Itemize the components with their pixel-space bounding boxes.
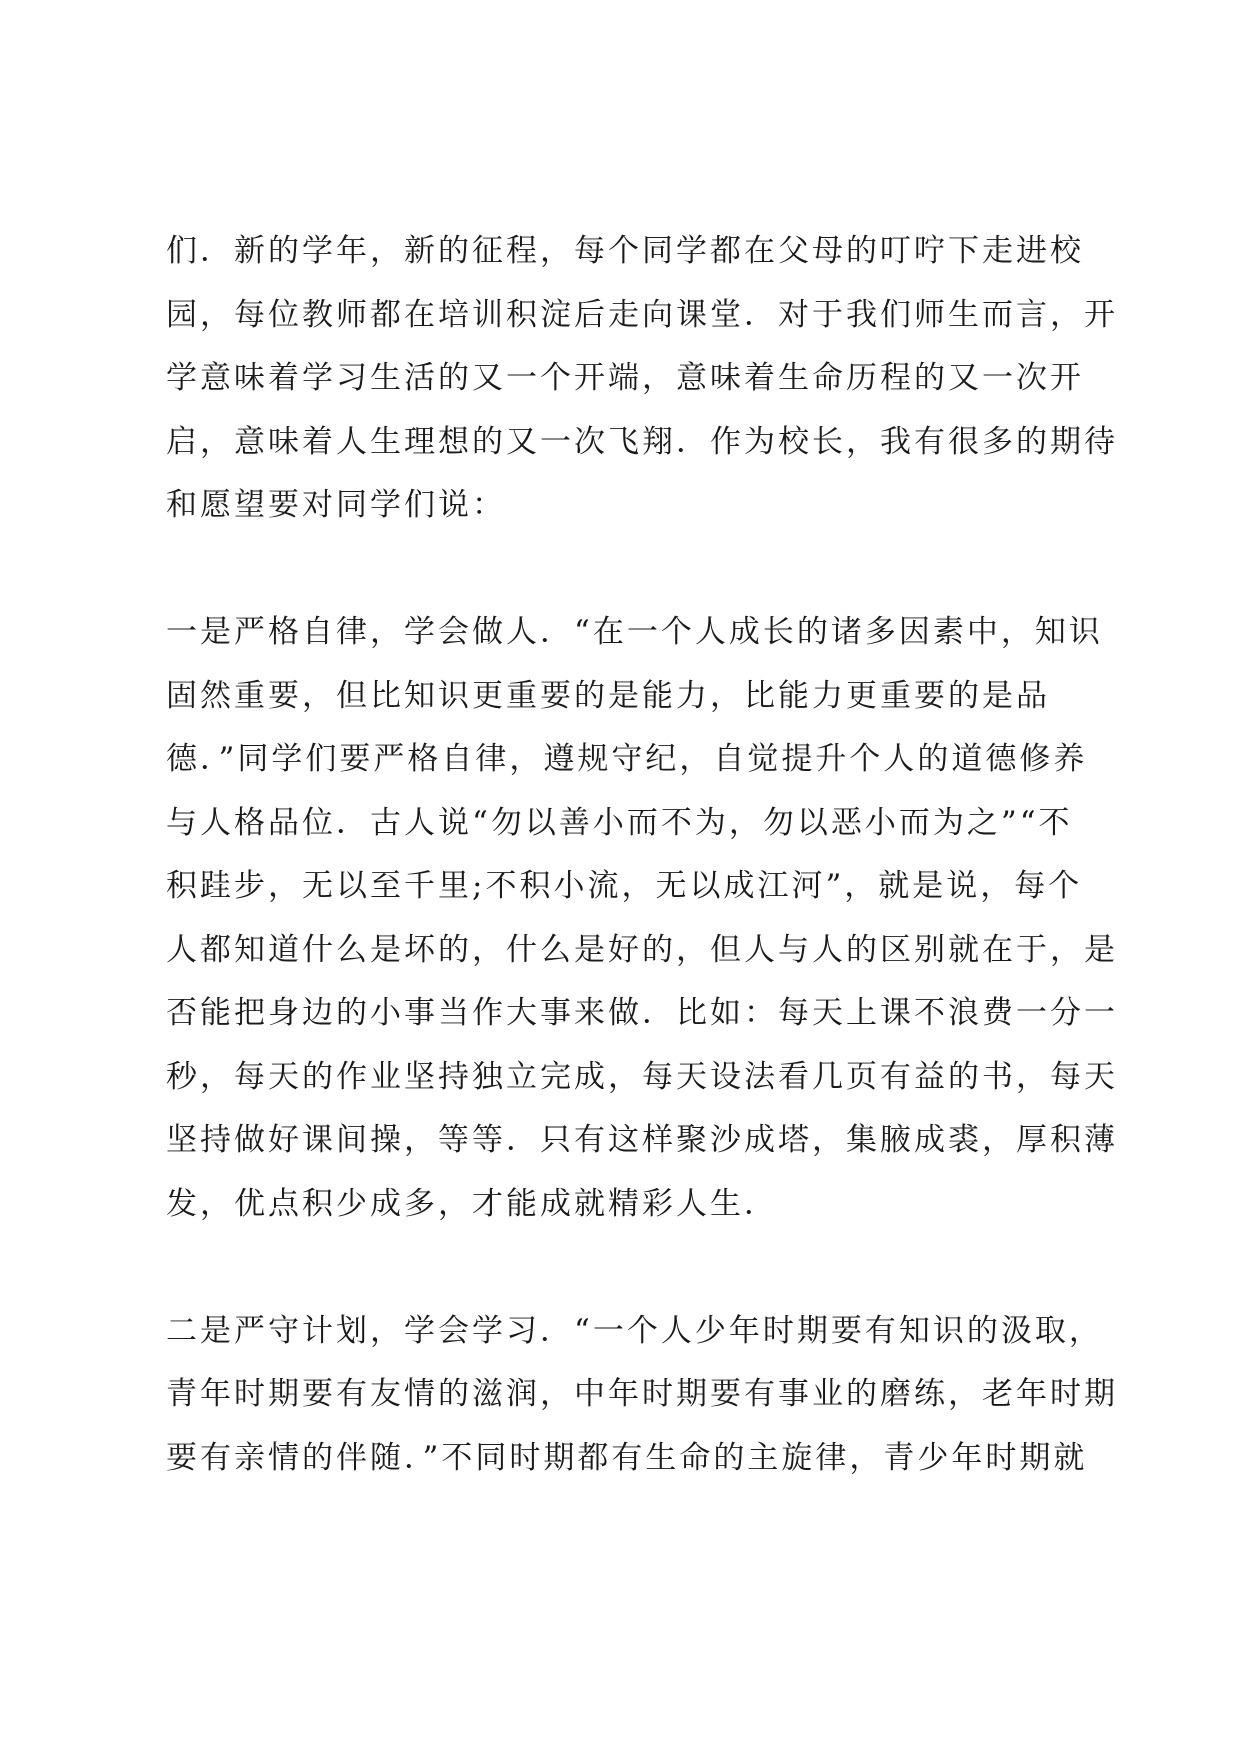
text-line: 和愿望要对同学们说：: [166, 487, 506, 523]
paragraph-point-one: [166, 601, 1118, 1236]
text-line: 一是严格自律，学会做人．“在一个人成长的诸多因素中，知识: [166, 614, 1103, 650]
document-body: [166, 220, 1118, 1490]
text-line: 否能把身边的小事当作大事来做．比如：每天上课不浪费一分一: [166, 995, 1118, 1031]
text-line: 积跬步，无以至千里;不积小流，无以成江河”，就是说，每个: [166, 868, 1083, 904]
text-line: 坚持做好课间操，等等．只有这样聚沙成塔，集腋成裘，厚积薄: [166, 1122, 1118, 1158]
text-line: 二是严守计划，学会学习．“一个人少年时期要有知识的汲取，: [166, 1312, 1103, 1349]
paragraph-spacer: [166, 1236, 1096, 1300]
paragraph-opening: [166, 220, 1118, 538]
paragraph-point-two: [166, 1300, 1118, 1491]
text-line: 发，优点积少成多，才能成就精彩人生．: [166, 1185, 778, 1222]
text-line: 秒，每天的作业坚持独立完成，每天设法看几页有益的书，每天: [166, 1058, 1118, 1095]
text-line: 们．新的学年，新的征程，每个同学都在父母的叮咛下走进校: [166, 233, 1084, 269]
text-line: 学意味着学习生活的又一个开端，意味着生命历程的又一次开: [166, 360, 1084, 396]
text-line: 园，每位教师都在培训积淀后走向课堂．对于我们师生而言，开: [166, 296, 1118, 333]
text-line: 要有亲情的伴随．”不同时期都有生命的主旋律，青少年时期就: [166, 1439, 1088, 1476]
text-line: 与人格品位．古人说“勿以善小而不为，勿以恶小而为之”“不: [166, 804, 1073, 841]
text-line: 固然重要，但比知识更重要的是能力，比能力更重要的是品: [166, 677, 1050, 714]
text-line: 人都知道什么是坏的，什么是好的，但人与人的区别就在于，是: [166, 931, 1118, 968]
paragraph-spacer: [166, 538, 1096, 602]
text-line: 启，意味着人生理想的又一次飞翔．作为校长，我有很多的期待: [166, 423, 1118, 460]
text-line: 德．”同学们要严格自律，遵规守纪，自觉提升个人的道德修养: [166, 741, 1088, 777]
text-line: 青年时期要有友情的滋润，中年时期要有事业的磨练，老年时期: [166, 1376, 1118, 1412]
